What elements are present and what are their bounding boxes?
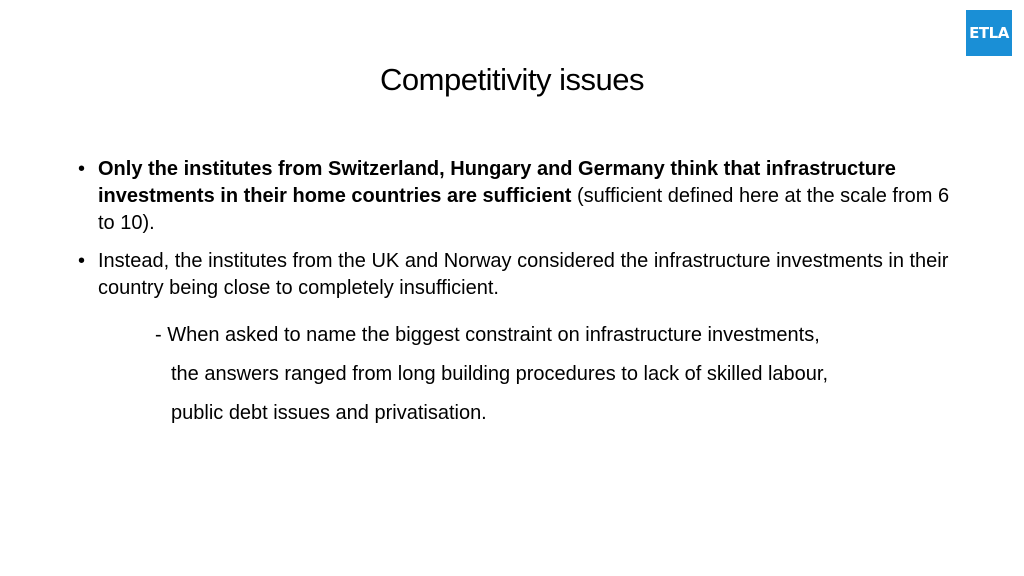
bullet-dot-icon: •	[78, 158, 86, 180]
bullet-dot-icon: •	[78, 250, 86, 272]
bullet-item	[78, 156, 958, 237]
sub-paragraph	[155, 316, 955, 433]
bullet-normal-text: Instead, the institutes from the UK and Norway considered the infrastructure investments in their country being close to completely insufficient.	[98, 250, 949, 299]
bullet-list	[78, 156, 958, 313]
sub-line: public debt issues and privatisation.	[171, 402, 487, 424]
bullet-bold-text: Only the institutes from Switzerland, Hungary and Germany think that infrastructure investments in their home countries are sufficient	[98, 158, 896, 207]
bullet-normal-text: (sufficient defined here at the scale from 6 to 10).	[98, 185, 950, 234]
bullet-item	[78, 248, 958, 302]
etla-logo	[966, 10, 1012, 56]
logo-text: ETLA	[969, 24, 1009, 42]
sub-line: - When asked to name the biggest constraint on infrastructure investments,	[155, 324, 820, 346]
slide-title: Competitivity issues	[380, 62, 644, 97]
sub-line: the answers ranged from long building procedures to lack of skilled labour,	[171, 363, 829, 385]
